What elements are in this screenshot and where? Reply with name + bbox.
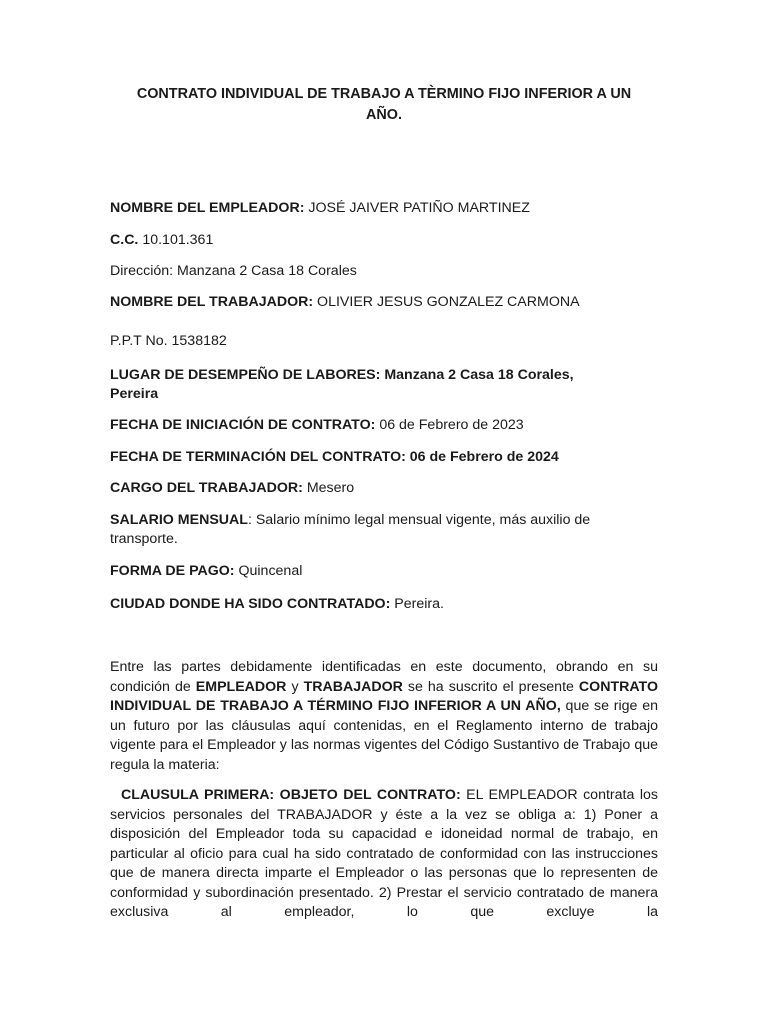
field-fecha-fin [110, 448, 660, 467]
clausula-body: EL EMPLEADOR contrata los servicios personales del TRABAJADOR y éste a la vez se obliga a: 1) Poner a disposición del Empleador toda su capacidad e idoneidad normal de trabajo, en particular al oficio para cual ha sido contratado de conformidad con las instrucciones que de manera directa imparte el Empleador o las personas que lo representen de conformidad y subordinación presentado. 2) Prestar el servicio contratado de manera exclusiva al empleador, lo que excluye la [110, 787, 658, 920]
field-lugar [110, 366, 660, 404]
field-label: NOMBRE DEL TRABAJADOR: [110, 294, 314, 310]
field-value: JOSÉ JAIVER PATIÑO MARTINEZ [308, 200, 530, 216]
field-value: 10.101.361 [142, 232, 214, 248]
intro-bold-trabajador: TRABAJADOR [303, 678, 403, 695]
document-title [100, 84, 668, 126]
clausula-primera [110, 786, 658, 923]
title-line-2: AÑO. [366, 107, 402, 123]
field-label: FECHA DE TERMINACIÓN DEL CONTRATO: 06 de Febrero de 2024 [110, 449, 559, 465]
intro-text: Entre las partes debidamente identificadas en este documento, obrando en su condición de [110, 659, 658, 695]
field-cargo [110, 479, 660, 498]
field-value: : Salario mínimo legal mensual vigente, más auxilio de [247, 512, 591, 528]
field-salario [110, 511, 660, 549]
field-value: OLIVIER JESUS GONZALEZ CARMONA [317, 294, 580, 310]
field-label: LUGAR DE DESEMPEÑO DE LABORES: Manzana 2 Casa 18 Corales, [110, 367, 574, 383]
intro-text: que se rige en un futuro por las cláusulas aquí contenidas, en el Reglamento interno de trabajo vigente para el Empleador y las normas vigentes del Código Sustantivo de Trabajo que regula la materia: [110, 698, 658, 773]
field-value: Pereira. [394, 596, 444, 612]
field-label-cont: Pereira [110, 386, 159, 402]
intro-text: y [286, 678, 304, 695]
field-value-cont: transporte. [110, 531, 178, 547]
field-empleador [110, 199, 660, 218]
field-cc [110, 231, 660, 250]
field-label: CIUDAD DONDE HA SIDO CONTRATADO: [110, 596, 391, 612]
field-trabajador [110, 293, 660, 312]
field-label: FECHA DE INICIACIÓN DE CONTRATO: [110, 417, 376, 433]
title-line-1: CONTRATO INDIVIDUAL DE TRABAJO A TÈRMINO FIJO INFERIOR A UN [136, 86, 632, 102]
field-fecha-inicio [110, 416, 660, 435]
field-value: 06 de Febrero de 2023 [379, 417, 524, 433]
field-label: FORMA DE PAGO: [110, 563, 235, 579]
field-forma-pago [110, 562, 660, 581]
field-value: Mesero [306, 480, 355, 496]
intro-bold-contrato: CONTRATO INDIVIDUAL DE TRABAJO A TÉRMINO FIJO INFERIOR A UN AÑO, [110, 678, 658, 714]
field-label: SALARIO MENSUAL [110, 512, 248, 528]
intro-text: se ha suscrito el presente [402, 678, 579, 695]
field-label: NOMBRE DEL EMPLEADOR: [110, 200, 305, 216]
clausula-heading: CLAUSULA PRIMERA: OBJETO DEL CONTRATO: [121, 787, 461, 803]
field-label: C.C. [110, 232, 139, 248]
field-direccion [110, 262, 660, 281]
field-ciudad [110, 595, 660, 614]
intro-bold-empleador: EMPLEADOR [195, 678, 287, 695]
field-value: Quincenal [238, 563, 303, 579]
field-label: CARGO DEL TRABAJADOR: [110, 480, 303, 496]
field-ppt [110, 332, 660, 351]
field-text: P.P.T No. 1538182 [110, 333, 227, 349]
field-text: Dirección: Manzana 2 Casa 18 Corales [110, 263, 357, 279]
intro-paragraph [110, 658, 658, 775]
